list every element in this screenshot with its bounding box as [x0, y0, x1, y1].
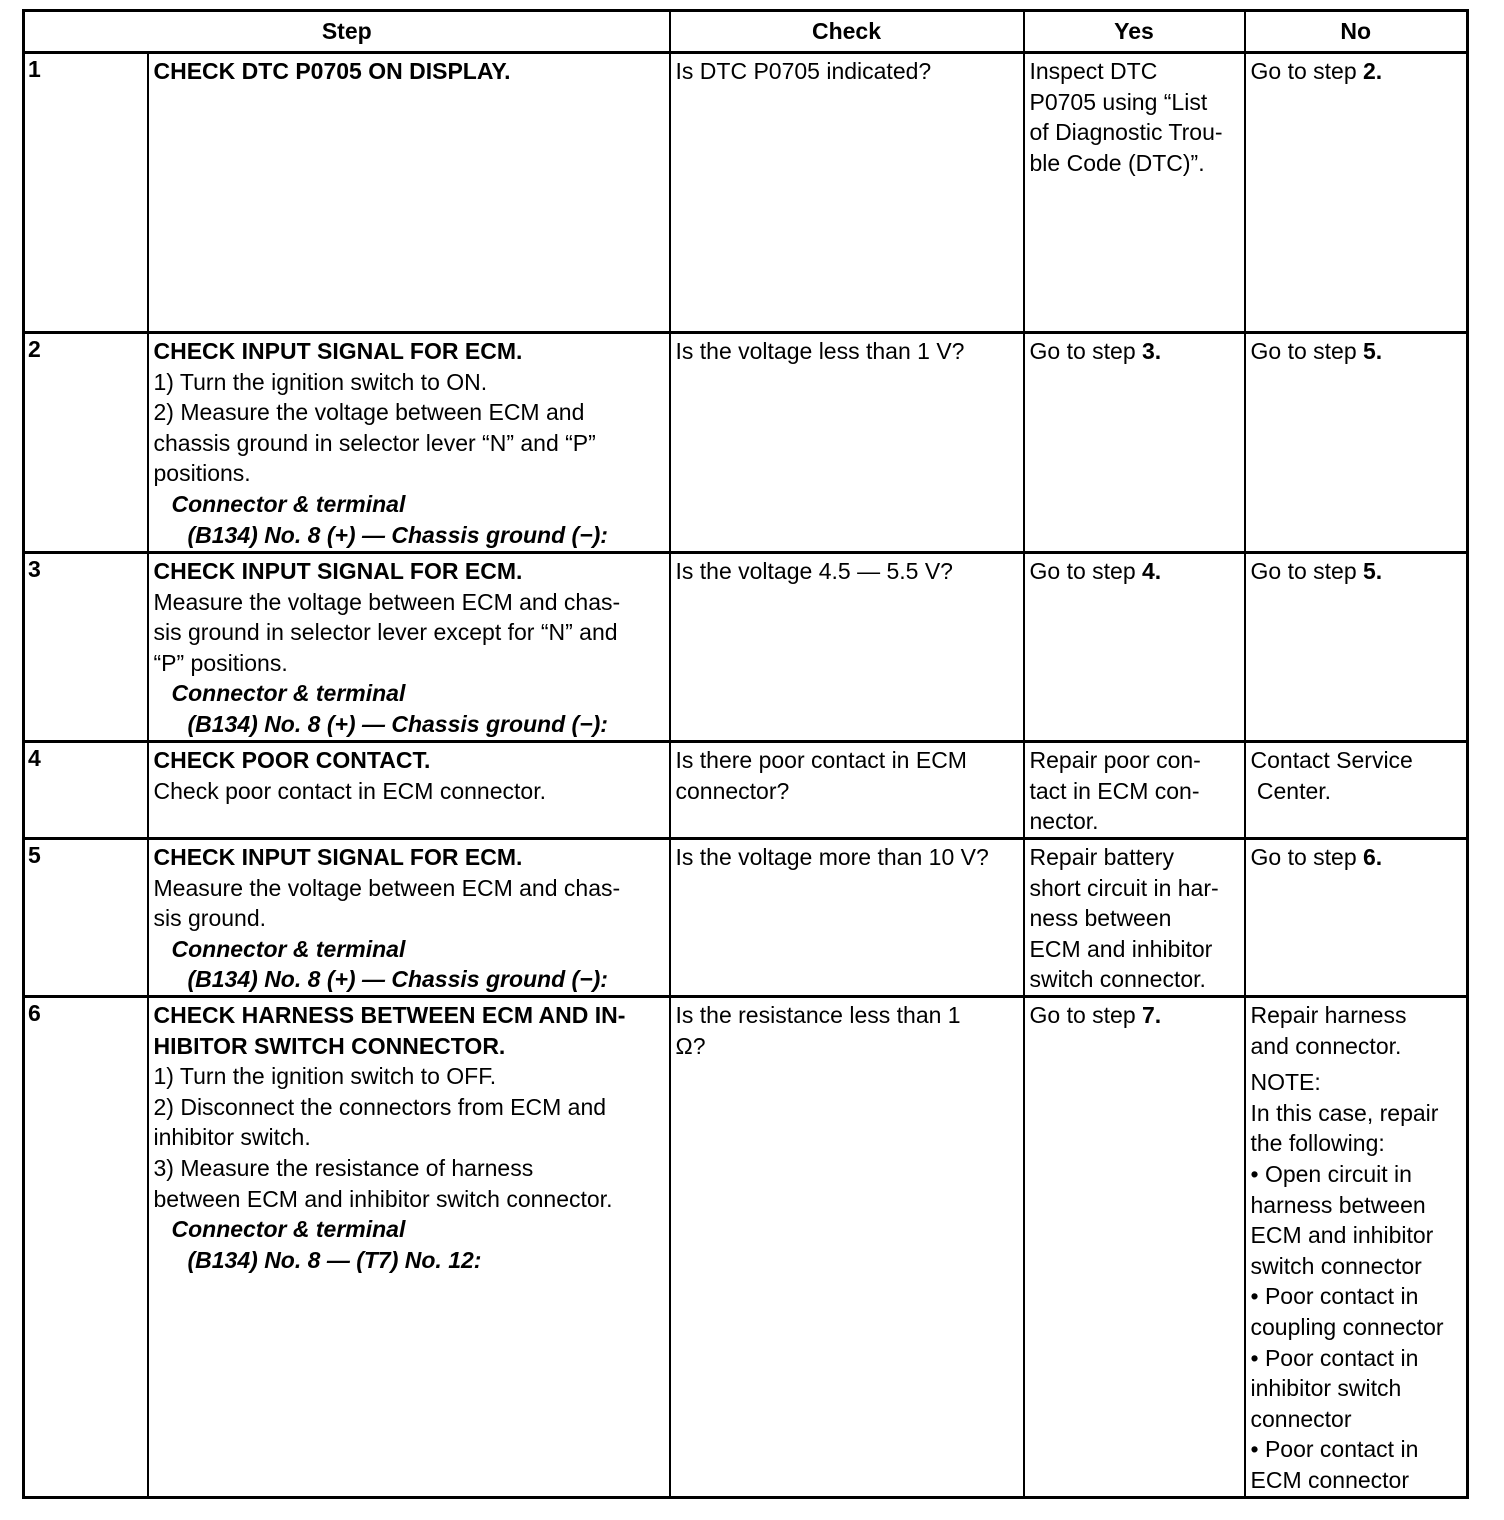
step-title: CHECK POOR CONTACT. — [153, 747, 431, 773]
step-description — [148, 553, 670, 742]
table-row — [24, 997, 1468, 1498]
yes-line: Repair battery — [1029, 844, 1174, 870]
yes-line: nector. — [1029, 808, 1099, 835]
check-line: Is there poor contact in ECM — [675, 747, 967, 773]
header-check: Check — [670, 11, 1024, 53]
table-row — [24, 553, 1468, 742]
yes-text: Go to step — [1029, 558, 1143, 584]
step-line: 2) Measure the voltage between ECM and — [153, 399, 585, 426]
step-line: “P” positions. — [153, 649, 288, 676]
no-cell — [1245, 839, 1468, 997]
connector-label: Connector & terminal — [171, 935, 406, 962]
yes-text: Go to step — [1029, 338, 1143, 364]
step-title: CHECK INPUT SIGNAL FOR ECM. — [153, 338, 523, 364]
no-line: Center. — [1250, 777, 1332, 804]
step-description — [148, 333, 670, 553]
step-description — [148, 839, 670, 997]
step-line: 1) Turn the ignition switch to OFF. — [153, 1063, 497, 1090]
yes-step-link: 3. — [1142, 338, 1162, 364]
note-line: switch connector — [1250, 1252, 1422, 1279]
header-no: No — [1245, 11, 1468, 53]
no-cell — [1245, 333, 1468, 553]
note-bullet: • Poor contact in — [1250, 1283, 1419, 1310]
table-row — [24, 53, 1468, 333]
step-line: Check poor contact in ECM connector. — [153, 777, 546, 804]
check-line: Is the resistance less than 1 — [675, 1002, 961, 1028]
yes-line: Inspect DTC — [1029, 58, 1158, 84]
yes-line: tact in ECM con- — [1029, 777, 1200, 804]
note-line: inhibitor switch — [1250, 1375, 1402, 1402]
no-text: Go to step — [1250, 338, 1364, 364]
check-cell — [670, 742, 1024, 839]
yes-line: ness between — [1029, 905, 1172, 932]
yes-cell — [1024, 839, 1245, 997]
terminal-spec: (B134) No. 8 (+) — Chassis ground (−): — [187, 521, 608, 548]
yes-line: short circuit in har- — [1029, 874, 1219, 901]
table-row — [24, 742, 1468, 839]
check-cell: Is the voltage less than 1 V? — [670, 333, 1024, 553]
step-title: HIBITOR SWITCH CONNECTOR. — [153, 1032, 506, 1059]
yes-text: Go to step — [1029, 1002, 1143, 1028]
note-line: coupling connector — [1250, 1313, 1444, 1340]
step-title: CHECK HARNESS BETWEEN ECM AND IN- — [153, 1002, 626, 1028]
terminal-spec: (B134) No. 8 — (T7) No. 12: — [187, 1246, 482, 1273]
no-line: Contact Service — [1250, 747, 1413, 773]
check-line: Ω? — [675, 1032, 706, 1059]
step-line: sis ground. — [153, 905, 267, 932]
no-text: Go to step — [1250, 558, 1364, 584]
step-number: 6 — [24, 997, 148, 1498]
header-yes: Yes — [1024, 11, 1245, 53]
step-number: 2 — [24, 333, 148, 553]
yes-line: ECM and inhibitor — [1029, 935, 1213, 962]
note-bullet: • Poor contact in — [1250, 1344, 1419, 1371]
yes-line: ble Code (DTC)”. — [1029, 149, 1205, 176]
yes-cell — [1024, 997, 1245, 1498]
yes-line: Repair poor con- — [1029, 747, 1201, 773]
no-step-link: 6. — [1363, 844, 1383, 870]
no-step-link: 5. — [1363, 558, 1383, 584]
no-cell — [1245, 742, 1468, 839]
no-step-link: 2. — [1363, 58, 1383, 84]
step-line: Measure the voltage between ECM and chas- — [153, 874, 621, 901]
yes-line: of Diagnostic Trou- — [1029, 119, 1223, 146]
yes-step-link: 4. — [1142, 558, 1162, 584]
step-line: chassis ground in selector lever “N” and “P” — [153, 429, 596, 456]
note-line: harness between — [1250, 1191, 1426, 1218]
note-line: In this case, repair — [1250, 1099, 1439, 1126]
note-line: ECM and inhibitor — [1250, 1222, 1434, 1249]
step-number: 1 — [24, 53, 148, 333]
yes-cell — [1024, 553, 1245, 742]
step-title: CHECK INPUT SIGNAL FOR ECM. — [153, 844, 523, 870]
no-text: Go to step — [1250, 844, 1364, 870]
note-bullet: • Poor contact in — [1250, 1436, 1419, 1463]
no-step-link: 5. — [1363, 338, 1383, 364]
step-title: CHECK INPUT SIGNAL FOR ECM. — [153, 558, 523, 584]
no-cell — [1245, 553, 1468, 742]
table-row — [24, 839, 1468, 997]
yes-step-link: 7. — [1142, 1002, 1162, 1028]
connector-label: Connector & terminal — [171, 1216, 406, 1243]
yes-cell — [1024, 53, 1245, 333]
terminal-spec: (B134) No. 8 (+) — Chassis ground (−): — [187, 966, 608, 993]
step-line: Measure the voltage between ECM and chas- — [153, 588, 621, 615]
step-number: 5 — [24, 839, 148, 997]
check-cell: Is the voltage more than 10 V? — [670, 839, 1024, 997]
note-line: the following: — [1250, 1130, 1385, 1157]
step-line: 2) Disconnect the connectors from ECM and — [153, 1093, 607, 1120]
no-cell — [1245, 53, 1468, 333]
step-description — [148, 53, 670, 333]
step-line: 3) Measure the resistance of harness — [153, 1154, 534, 1181]
note-line: connector — [1250, 1405, 1352, 1432]
step-description — [148, 742, 670, 839]
note-line: ECM connector — [1250, 1466, 1410, 1493]
no-cell — [1245, 997, 1468, 1498]
header-step: Step — [24, 11, 670, 53]
step-description — [148, 997, 670, 1498]
check-cell — [670, 997, 1024, 1498]
yes-cell — [1024, 333, 1245, 553]
yes-cell — [1024, 742, 1245, 839]
step-line: inhibitor switch. — [153, 1124, 311, 1151]
step-title: CHECK DTC P0705 ON DISPLAY. — [153, 58, 511, 84]
step-line: 1) Turn the ignition switch to ON. — [153, 368, 488, 395]
step-number: 4 — [24, 742, 148, 839]
check-line: connector? — [675, 777, 790, 804]
note-bullet: • Open circuit in — [1250, 1160, 1412, 1187]
step-line: positions. — [153, 460, 251, 487]
diagnostic-procedure-table — [22, 9, 1469, 1499]
no-line: Repair harness — [1250, 1002, 1407, 1028]
table-header-row — [24, 11, 1468, 53]
yes-line: P0705 using “List — [1029, 88, 1208, 115]
table-row — [24, 333, 1468, 553]
yes-line: switch connector. — [1029, 966, 1206, 993]
connector-label: Connector & terminal — [171, 490, 406, 517]
step-line: sis ground in selector lever except for “N” and — [153, 619, 618, 646]
check-cell: Is the voltage 4.5 — 5.5 V? — [670, 553, 1024, 742]
no-line: and connector. — [1250, 1032, 1402, 1059]
step-line: between ECM and inhibitor switch connector. — [153, 1185, 613, 1212]
step-number: 3 — [24, 553, 148, 742]
terminal-spec: (B134) No. 8 (+) — Chassis ground (−): — [187, 710, 608, 737]
no-text: Go to step — [1250, 58, 1364, 84]
check-cell: Is DTC P0705 indicated? — [670, 53, 1024, 333]
note-label: NOTE: — [1250, 1069, 1321, 1096]
connector-label: Connector & terminal — [171, 680, 406, 707]
